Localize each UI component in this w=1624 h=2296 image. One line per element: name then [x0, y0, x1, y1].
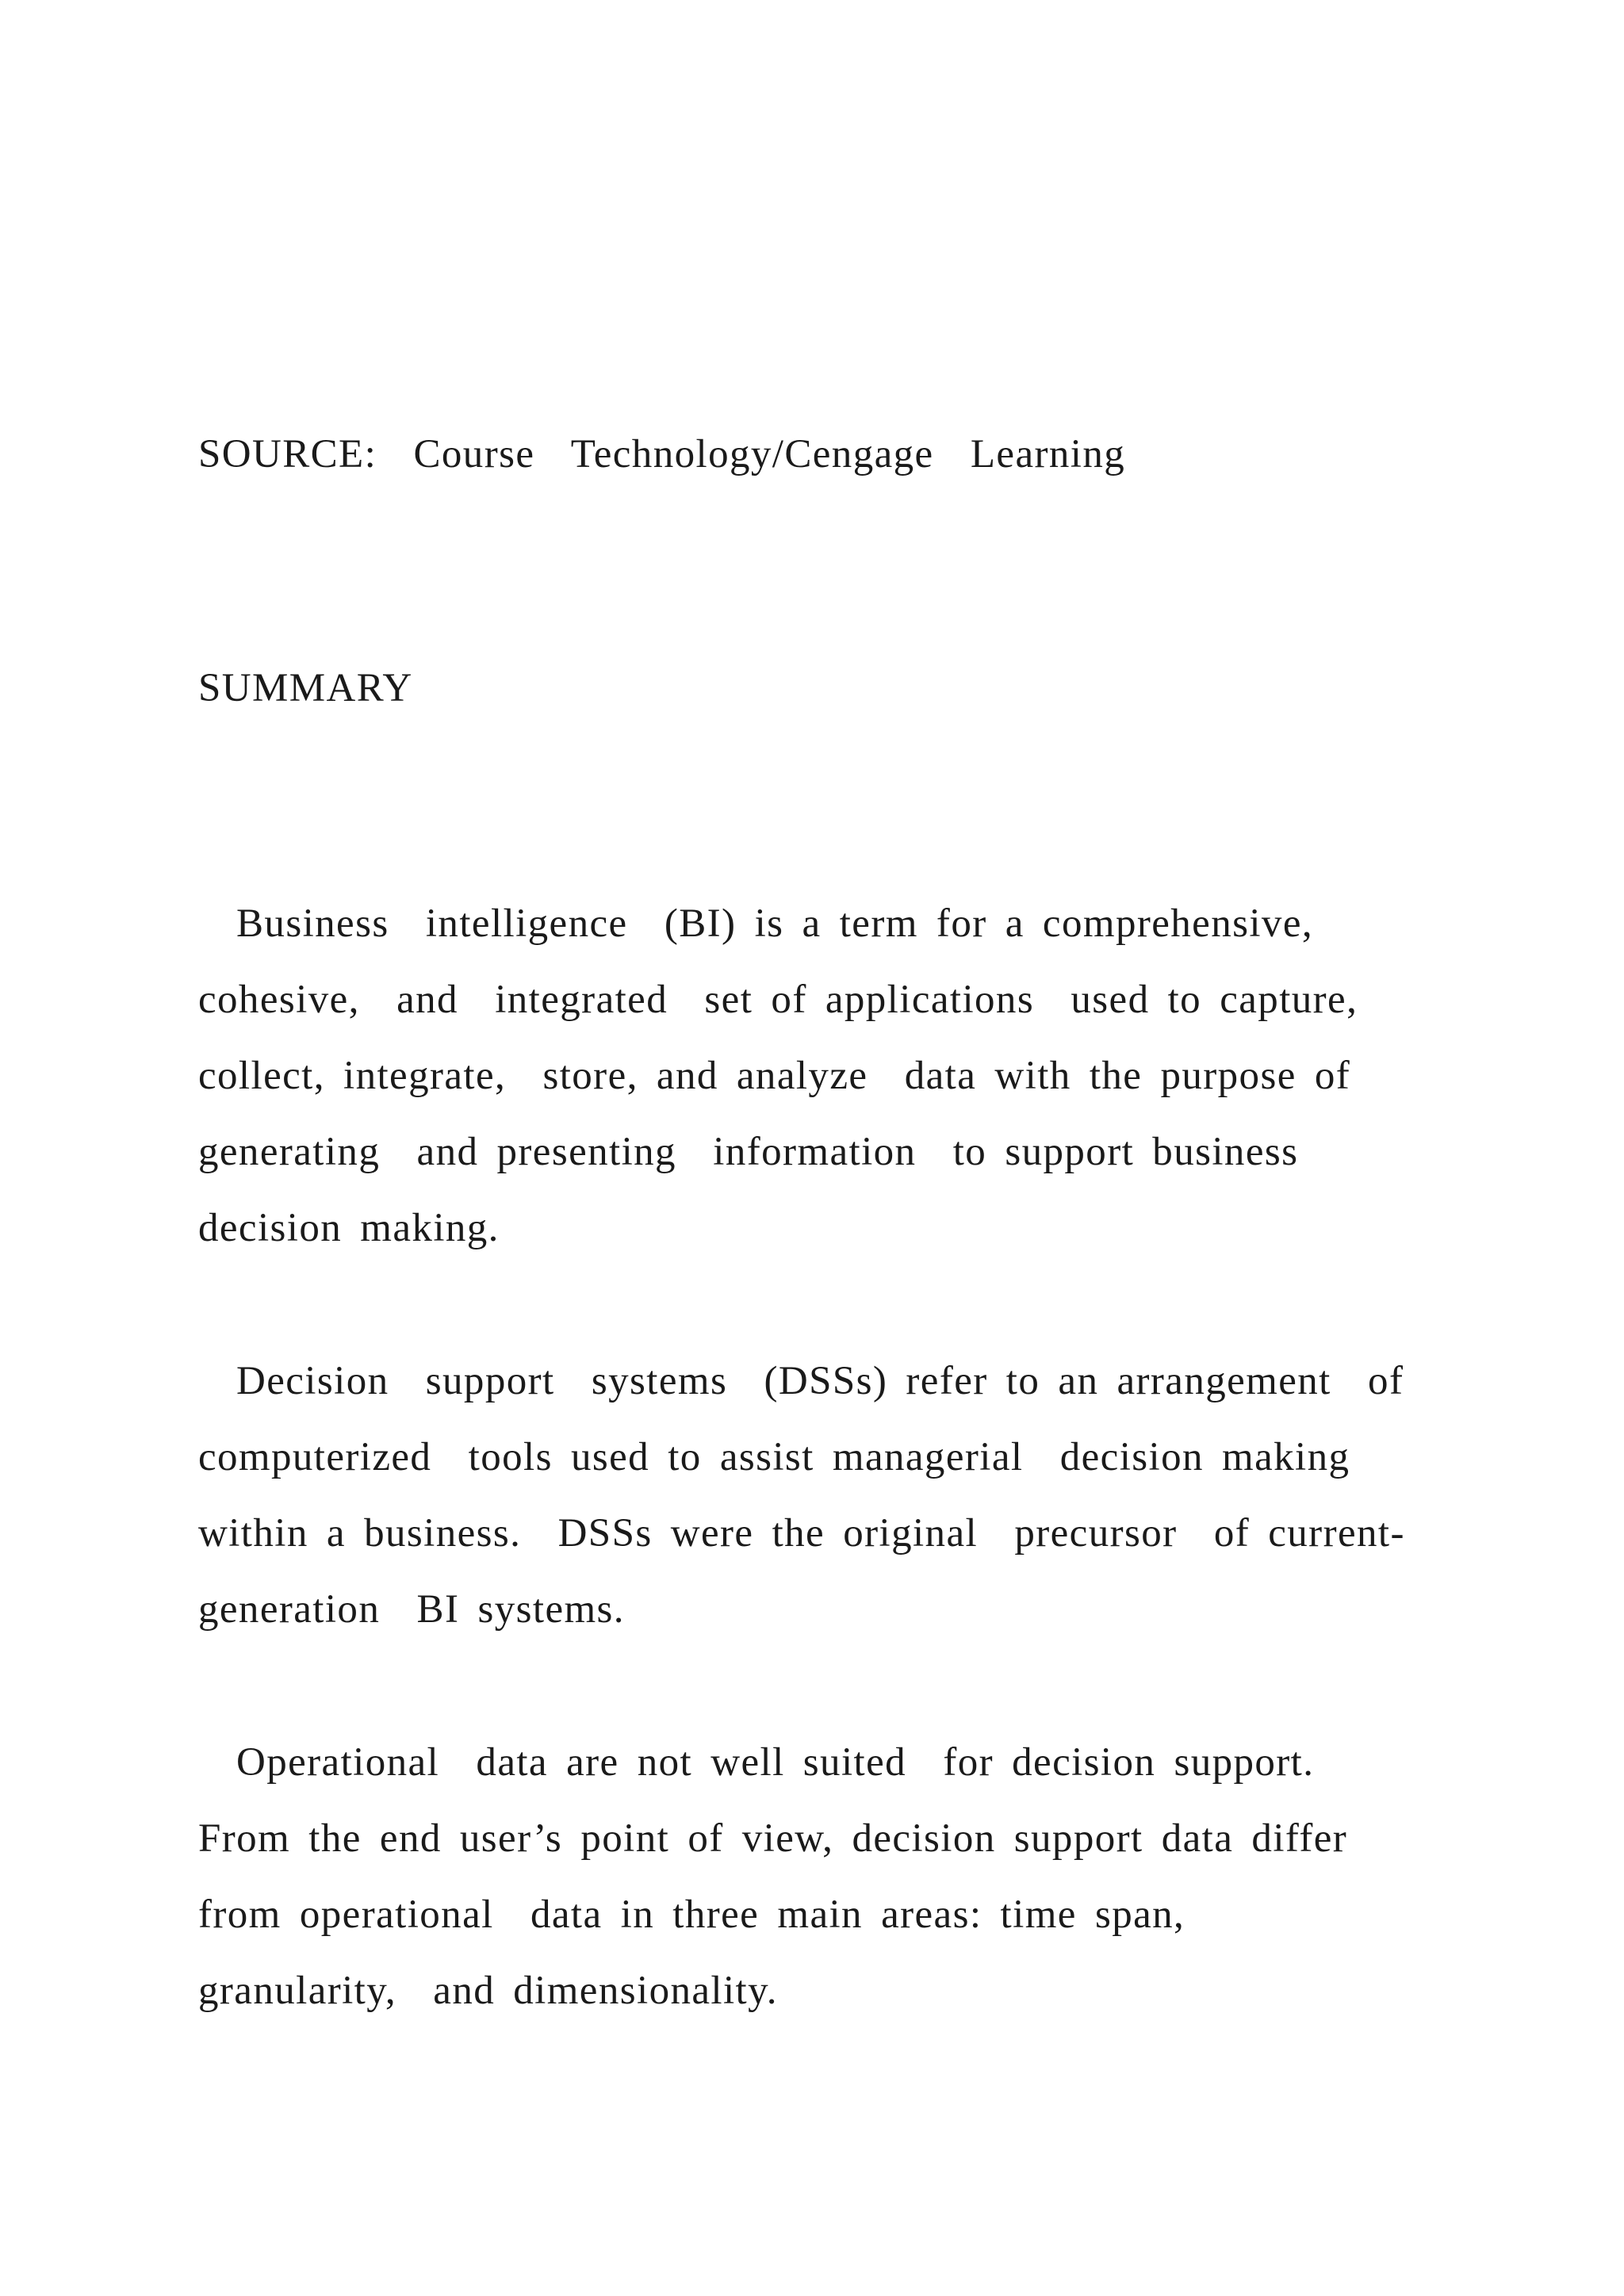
paragraph-line: collect, integrate, store, and analyze data with the purpose of — [198, 1054, 1351, 1098]
paragraph-line: Business intelligence (BI) is a term for a comprehensive, — [236, 901, 1314, 946]
paragraph-line: within a business. DSSs were the original precursor of current- — [198, 1511, 1405, 1556]
paragraph-line: decision making. — [198, 1206, 500, 1250]
paragraph-line: generating and presenting information to support business — [198, 1130, 1299, 1174]
paragraph-line: computerized tools used to assist managerial decision making — [198, 1435, 1350, 1479]
source-line: SOURCE: Course Technology/Cengage Learning — [198, 432, 1126, 476]
paragraph-line: granularity, and dimensionality. — [198, 1969, 778, 2013]
paragraph-line: From the end user’s point of view, decision support data differ — [198, 1816, 1348, 1861]
paragraph-line: Operational data are not well suited for decision support. — [236, 1740, 1315, 1785]
paragraph-line: generation BI systems. — [198, 1587, 625, 1632]
section-heading: SUMMARY — [198, 666, 413, 710]
paragraph-line: cohesive, and integrated set of applications used to capture, — [198, 978, 1358, 1022]
paragraph-line: from operational data in three main areas: time span, — [198, 1892, 1185, 1937]
paragraph-line: Decision support systems (DSSs) refer to an arrangement of — [236, 1359, 1404, 1403]
